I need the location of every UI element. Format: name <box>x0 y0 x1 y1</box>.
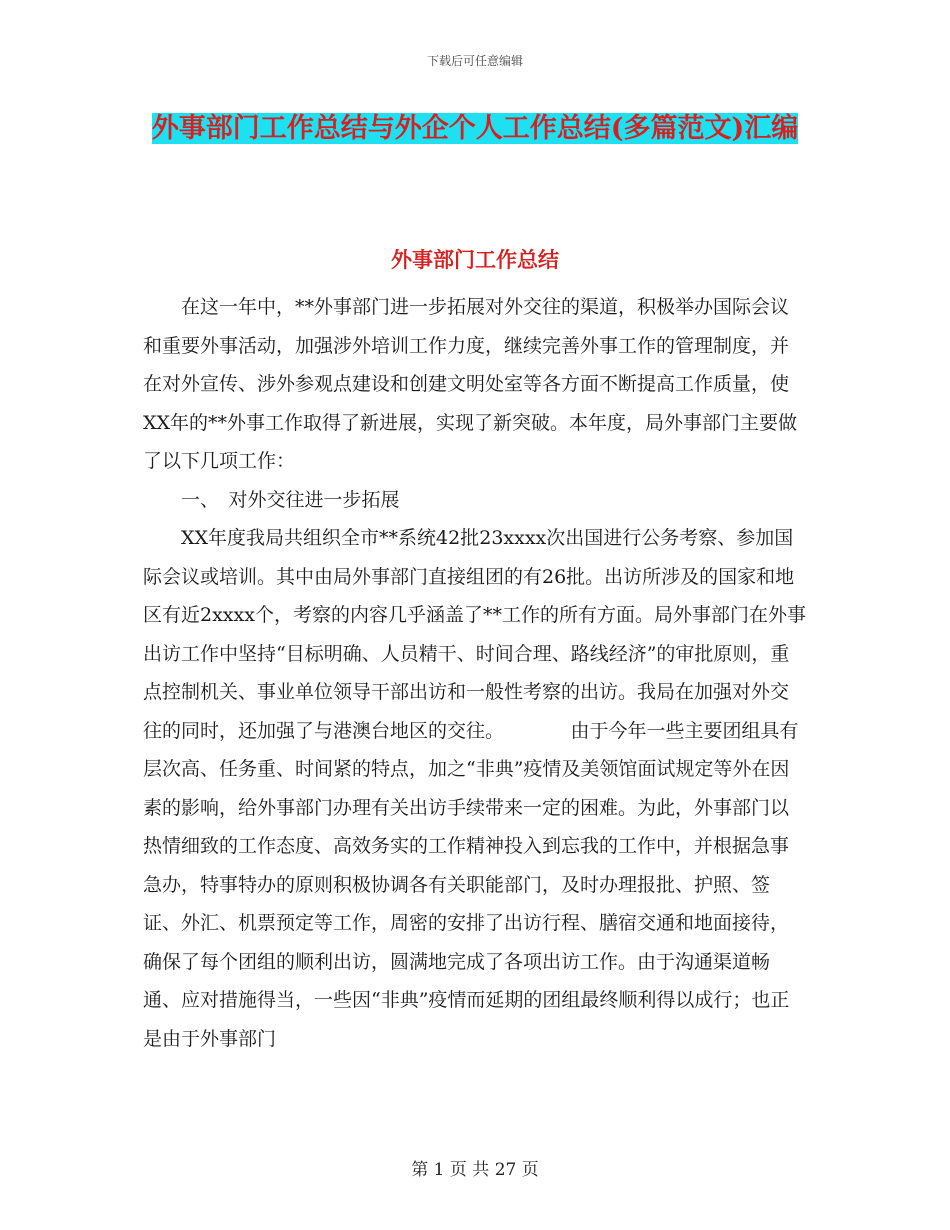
page-footer: 第 1 页 共 27 页 <box>411 1160 539 1180</box>
paragraph-heading-1: 一、 对外交往进一步拓展 <box>181 488 400 511</box>
paragraph-intro: 在这一年中，**外事部门进一步拓展对外交往的渠道，积极举办国际会议和重要外事活动，加强涉外培训工作力度，继续完善外事工作的管理制度，并在对外宣传、涉外参观点建设和创建文明处室等各方面不断提高工作质量，使XX年的**外事工作取得了新进展，实现了新突破。本年度，局外事部门主要做了以下几项工作： <box>143 296 798 472</box>
document-body <box>143 288 807 1058</box>
document-title-text: 外事部门工作总结与外企个人工作总结(多篇范文)汇编 <box>151 113 799 144</box>
document-title <box>140 106 810 152</box>
header-note: 下载后可任意编辑 <box>426 54 523 68</box>
section-title: 外事部门工作总结 <box>391 247 559 272</box>
paragraph-body-1: XX年度我局共组织全市**系统42批23xxxx次出国进行公务考察、参加国际会议或培训。其中由局外事部门直接组团的有26批。出访所涉及的国家和地区有近2xxxx个，考察的内容几乎涵盖了**工作的所有方面。局外事部门在外事出访工作中坚持“目标明确、人员精干、时间合理、路线经济”的审批原则，重点控制机关、事业单位领导干部出访和一般性考察的出访。我局在加强对外交往的同时，还加强了与港澳台地区的交往。 由于今年一些主要团组具有层次高、任务重、时间紧的特点，加之“非典”疫情及美领馆面试规定等外在因素的影响，给外事部门办理有关出访手续带来一定的困难。为此，外事部门以热情细致的工作态度、高效务实的工作精神投入到忘我的工作中，并根据急事急办，特事特办的原则积极协调各有关职能部门，及时办理报批、护照、签证、外汇、机票预定等工作，周密的安排了出访行程、膳宿交通和地面接待，确保了每个团组的顺利出访，圆满地完成了各项出访工作。由于沟通渠道畅通、应对措施得当，一些因“非典”疫情而延期的团组最终顺利得以成行；也正是由于外事部门 <box>143 527 806 1050</box>
